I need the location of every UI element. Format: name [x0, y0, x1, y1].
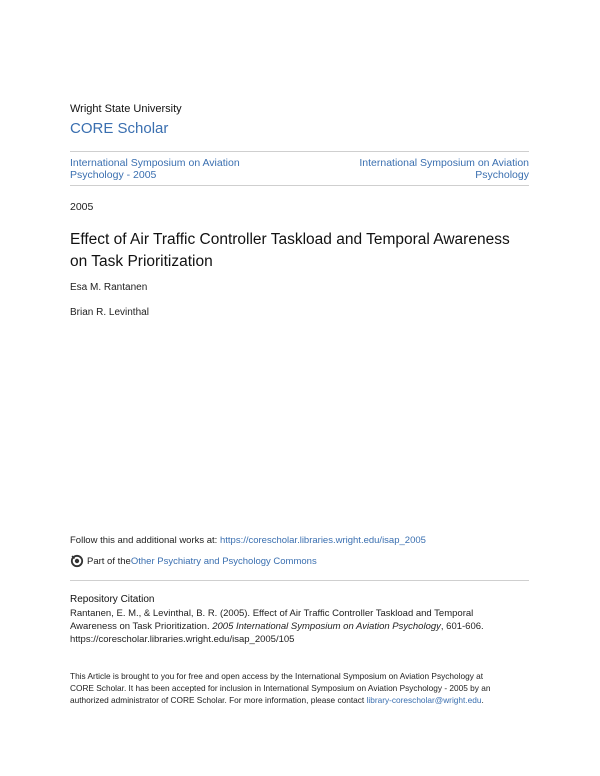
paper-title-line: Effect of Air Traffic Controller Taskload and Temporal Awareness — [70, 231, 510, 248]
citation-body — [70, 607, 540, 646]
paper-title-line: on Task Prioritization — [70, 253, 213, 270]
commons-link[interactable]: Other Psychiatry and Psychology Commons — [130, 555, 317, 567]
contact-email-link[interactable]: library-corescholar@wright.edu — [366, 695, 482, 705]
collection-link-left[interactable] — [70, 157, 270, 181]
access-statement-line: This Article is brought to you for free and open access by the International Symposium on Aviation Psychology at — [70, 671, 484, 681]
divider — [70, 151, 529, 152]
institution-name: Wright State University — [70, 103, 182, 115]
publication-year: 2005 — [70, 201, 94, 213]
follow-line — [70, 535, 426, 546]
commons-network-icon — [70, 554, 84, 568]
part-of-prefix: Part of the — [87, 555, 131, 567]
collection-link-left-line: Psychology - 2005 — [70, 169, 157, 181]
paper-title — [70, 229, 540, 273]
citation-line: Rantanen, E. M., & Levinthal, B. R. (2005). Effect of Air Traffic Controller Taskload and Temporal — [70, 608, 474, 619]
citation-pages: , 601-606. — [440, 621, 484, 632]
collection-link-right[interactable] — [320, 157, 529, 181]
access-statement-line: CORE Scholar. It has been accepted for inclusion in International Symposium on Aviation Psychology - 2005 by an — [70, 683, 491, 693]
citation-line — [70, 620, 540, 633]
repository-link[interactable]: CORE Scholar — [70, 120, 169, 137]
follow-prefix: Follow this and additional works at: — [70, 535, 220, 546]
access-contact-text: authorized administrator of CORE Scholar. For more information, please contact — [70, 695, 367, 705]
divider — [70, 580, 529, 581]
part-of-line — [70, 554, 317, 568]
author-name: Brian R. Levinthal — [70, 307, 149, 318]
access-statement-line — [70, 694, 540, 706]
access-contact-end: . — [481, 695, 484, 705]
citation-text: Awareness on Task Prioritization. — [70, 621, 213, 632]
citation-heading: Repository Citation — [70, 594, 155, 605]
access-statement — [70, 670, 540, 706]
author-name: Esa M. Rantanen — [70, 282, 148, 293]
citation-venue: 2005 International Symposium on Aviation Psychology — [212, 621, 441, 632]
collection-link-right-line: Psychology — [475, 169, 529, 181]
divider — [70, 185, 529, 186]
collection-link-right-line: International Symposium on Aviation — [359, 157, 529, 169]
citation-url[interactable]: https://corescholar.libraries.wright.edu/isap_2005/105 — [70, 634, 295, 645]
collection-link-left-line: International Symposium on Aviation — [70, 157, 240, 169]
follow-url-link[interactable]: https://corescholar.libraries.wright.edu/isap_2005 — [219, 535, 426, 546]
